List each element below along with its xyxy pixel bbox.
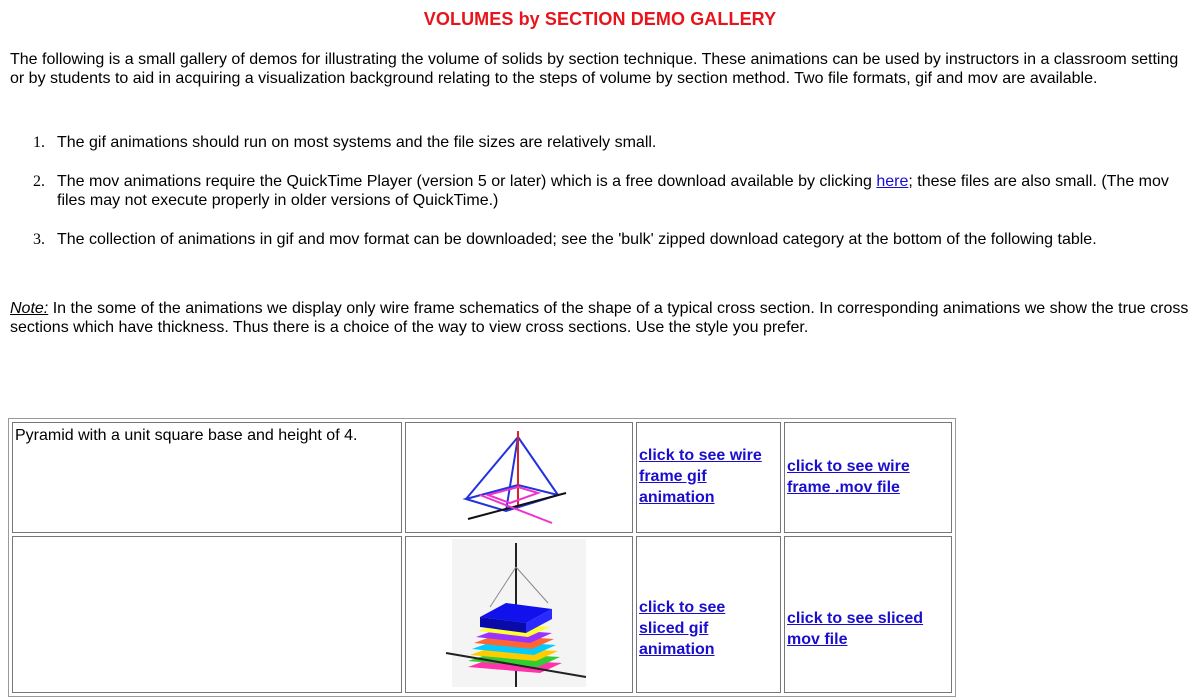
- sliced-mov-link[interactable]: click to see sliced mov file: [787, 610, 924, 648]
- note-text: In the some of the animations we display only wire frame schematics of the shape of a typical cross section. In corresponding animations we show the true cross sections which have thickness. Thus there is a choice of the way to view cross sections. Use the style you prefer.: [10, 300, 1189, 336]
- wireframe-mov-link[interactable]: click to see wire frame .mov file: [787, 458, 910, 496]
- list-item-text: The gif animations should run on most systems and the file sizes are relatively small.: [57, 134, 657, 151]
- mov-link-cell: [784, 536, 952, 693]
- mov-link-cell: [784, 422, 952, 533]
- list-item-text: The mov animations require the QuickTime Player (version 5 or later) which is a free download available by clicking: [57, 173, 877, 190]
- list-number: 1.: [33, 134, 45, 151]
- table-row: [12, 422, 952, 533]
- row-description: [12, 536, 402, 693]
- gif-link-cell: [636, 422, 781, 533]
- gallery-table: [8, 418, 956, 697]
- table-row: [12, 536, 952, 693]
- intro-paragraph: The following is a small gallery of demos for illustrating the volume of solids by section technique. These animations can be used by instructors in a classroom setting or by students to aid in acquiring a visualization background relating to the steps of volume by section method. Two file formats, gif and mov are available.: [10, 51, 1179, 87]
- info-list: [0, 133, 1180, 249]
- note-label: Note:: [10, 300, 49, 317]
- list-number: 3.: [33, 231, 45, 248]
- list-item-text: The collection of animations in gif and mov format can be downloaded; see the 'bulk' zipped download category at the bottom of the following table.: [57, 231, 1097, 248]
- note-paragraph: [10, 299, 1190, 337]
- pyramid-wireframe-image: [405, 422, 633, 533]
- sliced-gif-link[interactable]: click to see sliced gif animation: [639, 599, 726, 658]
- list-item: [0, 172, 1180, 210]
- quicktime-download-link[interactable]: here: [876, 173, 909, 190]
- row-description: Pyramid with a unit square base and height of 4.: [12, 422, 402, 533]
- wireframe-gif-link[interactable]: click to see wire frame gif animation: [639, 447, 762, 506]
- list-item: [0, 230, 1180, 249]
- list-item-text: ; these files are also small. (The mov files may not execute properly in older versions of QuickTime.): [57, 173, 1169, 209]
- pyramid-sliced-image: [405, 536, 633, 693]
- pyramid-wireframe-icon: [406, 423, 632, 527]
- list-item: [0, 133, 1180, 152]
- page-title: VOLUMES by SECTION DEMO GALLERY: [423, 9, 777, 29]
- list-number: 2.: [33, 173, 45, 190]
- gif-link-cell: [636, 536, 781, 693]
- pyramid-sliced-icon: [406, 537, 632, 687]
